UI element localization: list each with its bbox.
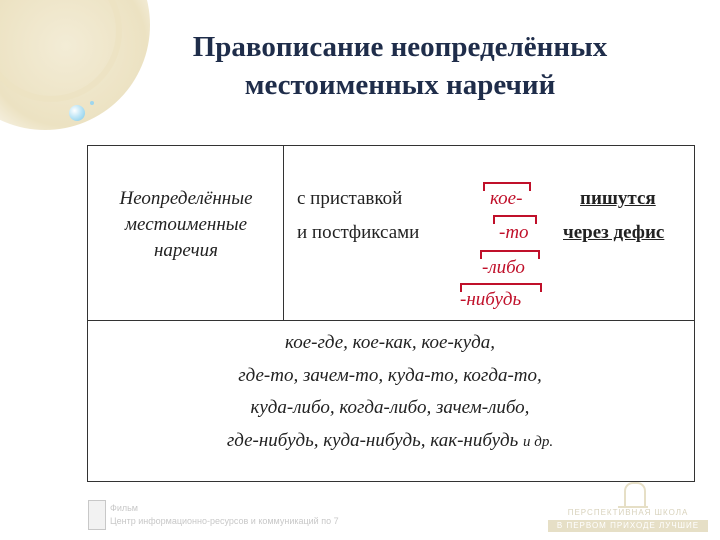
examples-suffix: и др. (523, 433, 554, 450)
bubble-decoration-icon (69, 105, 85, 121)
footer-left-text (110, 502, 339, 528)
footer-right-line-1: ПЕРСПЕКТИВНАЯ ШКОЛА (567, 508, 689, 517)
footer-right-logo (548, 508, 708, 532)
rule-line-1: пишутся (580, 188, 656, 209)
small-bubble-icon (90, 101, 94, 105)
table-left-label (90, 186, 282, 264)
left-label-line-1: Неопределённые (119, 188, 253, 209)
footer-left-line-1: Фильм (110, 503, 138, 513)
examples-line-4-text: где-нибудь, куда-нибудь, как-нибудь (226, 429, 519, 451)
affix-koe: кое- (490, 188, 523, 209)
footer-right-line-2: В ПЕРВОМ ПРИХОДЕ ЛУЧШИЕ (548, 520, 708, 532)
mid-text-line-2: и постфиксами (297, 222, 420, 243)
table-vertical-divider (283, 145, 284, 321)
affix-to: -то (499, 222, 529, 243)
examples-line-3: куда-либо, когда-либо, зачем-либо, (250, 397, 530, 418)
slide-title (100, 28, 700, 104)
left-label-line-3: наречия (153, 240, 218, 261)
mid-text-line-1: с приставкой (297, 188, 403, 209)
footer-left-line-2: Центр информационно-ресурсов и коммуникаций по 7 (110, 516, 339, 526)
examples-block (90, 327, 690, 458)
affix-nibud: -нибудь (460, 289, 522, 310)
examples-line-1: кое-где, кое-как, кое-куда, (285, 332, 495, 353)
school-logo-icon (618, 478, 648, 508)
examples-line-4 (90, 425, 690, 459)
table-horizontal-divider (87, 320, 695, 321)
title-line-2: местоименных наречий (244, 69, 556, 101)
title-line-1: Правописание неопределённых (192, 31, 608, 63)
examples-line-2: где-то, зачем-то, куда-то, когда-то, (238, 364, 542, 386)
left-label-line-2: местоименные (124, 214, 248, 235)
rule-line-2: через дефис (563, 222, 665, 243)
affix-libo: -либо (482, 257, 525, 278)
film-logo-icon (88, 500, 106, 530)
